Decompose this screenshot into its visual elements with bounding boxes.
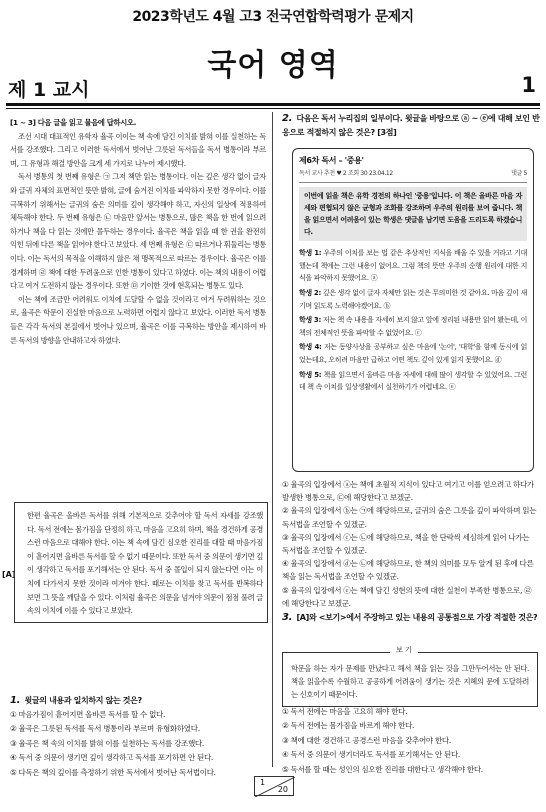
comment-author: 학생 4: — [299, 343, 322, 352]
comment-text: 저는 동양사상을 공부하고 싶은 마음에 '논어', '대학'을 함께 동시에 읽었는데요, 오히려 마음만 급하고 어떤 책도 깊이 있게 읽지 못했어요. ⓓ — [299, 343, 527, 364]
passage-instruction: [1 ~ 3] 다음 글을 읽고 물음에 답하시오. — [10, 118, 137, 127]
comment-author: 학생 2: — [299, 288, 321, 297]
question-3-header — [282, 611, 538, 625]
board-comment-2 — [299, 287, 527, 312]
question-3-option-3[interactable]: ③ 책에 대한 경건하고 공경스런 마음을 갖추어야 한다. — [282, 735, 451, 745]
board-comment-1 — [299, 247, 527, 285]
page-indicator-current: 1 — [260, 778, 266, 787]
question-3 — [282, 611, 538, 625]
question-2-option-5[interactable]: ⑤ 율곡의 입장에서 ⓔ는 책에 담긴 성현의 뜻에 대한 실천이 부족한 병통으로, ㉣에 해당한다고 보겠군. — [282, 585, 532, 608]
question-1-option-3[interactable]: ③ 율곡은 책 속의 이치를 밝혀 이를 실천하는 독서를 강조했다. — [10, 738, 204, 748]
question-3-options — [282, 705, 538, 777]
passage — [10, 116, 266, 347]
question-2-option-4[interactable]: ④ 율곡의 입장에서 ⓓ는 ㉡에 해당하므로, 한 책의 의미를 모두 알게 된 후에 다른 책을 읽는 독서법을 조언할 수 있겠군. — [282, 559, 534, 582]
passage-paragraph-1: 조선 시대 대표적인 유학자 율곡 이이는 책 속에 담긴 이치를 밝혀 이를 실천하는 독서를 강조했다. 그리고 이러한 독서에서 벗어난 그릇된 독서들을 독서 병통이라 부르며, 그 유형과 해결 방안을 크게 세 가지로 나누어 제시했다. — [10, 131, 266, 168]
question-2-stem: 다음은 독서 누리집의 일부이다. 윗글을 바탕으로 ⓐ ~ ⓔ에 대해 보인 반응으로 적절하지 않은 것은? [3점] — [282, 114, 540, 137]
passage-paragraph-2: 독서 병통의 첫 번째 유형은 ㉠ 그저 책만 읽는 병통이다. 이는 깊은 생각 없이 글자와 글귀 자체의 표면적인 뜻만 밝혀, 글에 숨겨진 이치를 파악하지 못한 경우이다. 이를 극복하기 위해서는 글귀의 숨은 의미를 깊이 생각해야 하고, 자신의 일상에 적용하여 체득해야 한다. 두 번째 유형은 ㉡ 마음만 앞서는 병통으로, 많은 책을 한 번에 읽으려 하거나 책을 다 읽는 것에만 몰두하는 경우이다. 율곡은 책을 읽을 때 한 권을 완전히 익힌 뒤에 다른 책을 읽어야 한다고 보았다. 세 번째 유형은 ㉢ 따르거나 휘둘리는 병통이다. 이는 독서의 목적을 이해하지 않은 채 맹목적으로 따르는 경우이다. 율곡은 이를 경계하며 ㉣ 책에 대한 두려움으로 인한 병통이 있다고 하였다. 이는 책의 내용이 어렵다고 여겨 도전하지 않는 경우이다. 또한 ㉤ 기이한 것에 현혹되는 병통도 있다. — [10, 172, 266, 291]
bogi-box: 학문을 하는 자가 문제를 만났다고 해서 책을 읽는 것을 그만두어서는 안 된다. 책을 읽을수록 수월하고 공공하게 어려움이 생기는 것은 지혜의 문에 도달하려는 신호이기 때문이다. — [282, 652, 538, 707]
reading-board — [292, 148, 534, 472]
question-3-option-4[interactable]: ④ 독서 중 의문이 생기더라도 독서를 포기해서는 안 된다. — [282, 750, 460, 760]
question-1-option-2[interactable]: ② 율곡은 그릇된 독서를 독서 병통이라 부르며 유형화하였다. — [10, 724, 200, 734]
comment-text: 깊은 생각 없이 글자 자체만 읽는 것은 무의미한 것 같아요. 마음 깊이 새기며 읽도록 노력해야겠어요. ⓑ — [299, 288, 527, 310]
question-1-header — [10, 694, 268, 708]
bracket-a-label: [A] — [2, 570, 16, 579]
board-title: 제6차 독서 – '중용' — [299, 156, 364, 165]
board-comment-3 — [299, 314, 527, 339]
page-indicator — [254, 776, 294, 796]
comment-text: 우주의 이치를 보는 법 같은 추상적인 지식을 배울 수 있을 거라고 기대했는데 책에는 그런 내용이 없어요. 그럼 책의 뜻만 우주의 순행 원리에 대한 지식을 파악하지 못했어요. ⓐ — [299, 249, 527, 283]
passage-a-box: 한편 율곡은 올바른 독서를 위해 기본적으로 갖추어야 할 독서 자세를 강조했다. 독서 전에는 몸가짐을 단정히 하고, 마음을 고요히 하며, 책을 경건하게 공경스런 마음으로 대해야 한다. 이는 책 속에 담긴 심오한 진리를 대할 때 마음가짐이 흩어지면 올바른 독서를 할 수 없기 때문이다. 또한 독서 중 의문이 생기면 깊이 생각하고 독서를 포기해서는 안 된다. 독서 중 몰입이 되지 않는다면 이는 이치에 다가서지 못한 것이라 여겨야 한다. 때로는 이치를 찾고 독서를 반복하다 보면 그 뜻을 깨달을 수 있다. 이처럼 율곡은 의문을 넘겨야 의문이 점점 풀려 글 속의 이치에 이를 수 있다고 보았다. — [14, 502, 268, 623]
header-rule-thick — [6, 103, 540, 106]
question-1 — [10, 694, 268, 780]
question-2-number: 2. — [282, 113, 293, 124]
question-3-option-1[interactable]: ① 독서 전에는 마음을 고요히 해야 한다. — [282, 707, 408, 716]
board-comment-5 — [299, 369, 527, 394]
question-3-option-5[interactable]: ⑤ 독서를 할 때는 성인의 심오한 진리를 대한다고 생각해야 한다. — [282, 764, 483, 774]
comment-text: 저는 책 속 내용을 자세히 보지 않고 앞에 정리된 내용만 읽어 봤는데, 이 책의 전체적인 뜻을 파악할 수 없었어요. ⓒ — [299, 316, 527, 337]
comment-author: 학생 5: — [299, 370, 322, 379]
question-1-option-1[interactable]: ① 마음가짐이 흩어지면 올바른 독서를 할 수 없다. — [10, 710, 166, 719]
comment-author: 학생 3: — [299, 316, 321, 325]
header-rule-thin — [6, 108, 540, 109]
passage-paragraph-3: 이는 책에 조금만 어려워도 이치에 도달할 수 없을 것이라고 여겨 두려워하는 것으로, 율곡은 학문이 진실한 마음으로 노력하면 어렵지 않다고 보았다. 이러한 독서 병통들은 각각 독서의 본질에서 벗어나 있으며, 율곡은 이를 극복하는 방안을 제시하여 바른 독서의 방향을 안내하고자 하였다. — [10, 294, 266, 345]
question-3-number: 3. — [282, 612, 293, 623]
question-1-stem: 윗글의 내용과 일치하지 않는 것은? — [24, 696, 142, 705]
period-label: 제 1 교시 — [8, 79, 90, 101]
question-2-option-2[interactable]: ② 율곡의 입장에서 ⓑ는 ㉠에 해당하므로, 글귀의 숨은 그릇을 깊이 파악하며 읽는 독서법을 조언할 수 있겠군. — [282, 506, 537, 529]
question-2-option-1[interactable]: ① 율곡의 입장에서 ⓐ는 책에 초월적 지식이 있다고 여기고 이를 얻으려고 하다가 발생한 병통으로, ㉢에 해당한다고 보겠군. — [282, 480, 534, 503]
exam-title: 2023학년도 4월 고3 전국연합학력평가 문제지 — [132, 9, 414, 25]
bogi-label: 보 기 — [390, 645, 418, 655]
column-divider — [272, 112, 273, 767]
board-meta — [299, 168, 527, 184]
subject-title: 국어 영역 — [207, 48, 339, 83]
page-indicator-total: 20 — [277, 785, 288, 794]
board-post: 이번에 읽을 책은 유학 경전의 하나인 '중용'입니다. 이 책은 올바른 마음 자세와 편협되지 않은 균형과 조화를 강조하며 우주의 원리를 보여 줍니다. 책을 읽으면서 어려움이 있는 학생은 댓글을 남기면 도움을 드리도록 하겠습니다. — [299, 187, 527, 241]
question-3-stem: [A]와 <보기>에서 주장하고 있는 내용의 공통점으로 가장 적절한 것은? — [296, 613, 538, 622]
question-1-number: 1. — [10, 695, 21, 706]
comment-text: 책을 읽으면서 올바른 마음 자세에 대해 많이 생각할 수 있었어요. 그런데 책 속 이치를 일상생활에서 실천하기가 어렵네요. ⓔ — [299, 370, 527, 392]
question-1-option-4[interactable]: ④ 독서 중 의문이 생기면 깊이 생각하고 독서를 포기하면 안 된다. — [10, 753, 213, 763]
question-2-option-3[interactable]: ③ 율곡의 입장에서 ⓒ는 ㉡에 해당하므로, 책을 한 단락씩 세심하게 읽어 나가는 독서법을 조언할 수 있겠군. — [282, 532, 530, 556]
question-2-options — [282, 478, 538, 610]
board-comment-4 — [299, 341, 527, 366]
comment-author: 학생 1: — [299, 249, 322, 258]
question-1-option-5[interactable]: ⑤ 다독은 책의 깊이를 측정하기 위한 독서에서 벗어난 독서법이다. — [10, 767, 216, 777]
question-2-header — [282, 112, 540, 140]
question-2 — [282, 112, 540, 140]
page-number: 1 — [521, 73, 536, 97]
board-meta-info: 독서 교사 추천 ♥ 2 조회 30 23.04.12 — [299, 169, 393, 177]
board-comment-count: 댓글 5 — [511, 169, 527, 177]
question-3-option-2[interactable]: ② 독서 전에는 몸가짐을 바르게 해야 한다. — [282, 721, 415, 731]
